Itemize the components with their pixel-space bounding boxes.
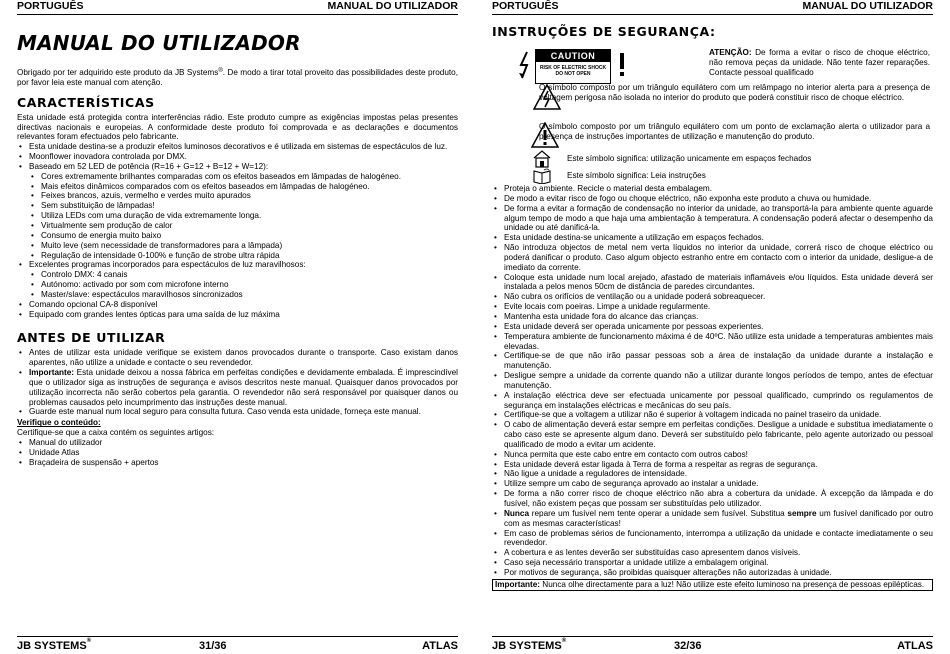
manual-title: MANUAL DO UTILIZADOR <box>17 31 301 55</box>
header-language: PORTUGUÊS <box>17 0 84 12</box>
list-item: • Equipado com grandes lentes ópticas para uma saída de luz máxima <box>17 310 458 320</box>
list-item: • Muito leve (sem necessidade de transformadores para a lâmpada) <box>17 241 458 251</box>
important-box <box>492 579 933 591</box>
list-item: • Controlo DMX: 4 canais <box>17 270 458 280</box>
led-sublist <box>17 172 458 261</box>
list-item: • Consumo de energia muito baixo <box>17 231 458 241</box>
caution-line-2: DO NOT OPEN <box>555 71 591 77</box>
list-item: • Nunca permita que este cabo entre em contacto com outros cabos! <box>492 450 933 460</box>
list-item: • Sem substituição de lâmpadas! <box>17 201 458 211</box>
lightning-symbol-text <box>539 83 930 103</box>
list-item: • Desligue sempre a unidade da corrente quando não a utilizar durante longos períodos de tempo, antes de efectuar manutenção. <box>492 371 933 391</box>
footer-product: ATLAS <box>897 640 933 652</box>
read-instructions-icon <box>533 168 551 184</box>
read-symbol-text: Este símbolo significa: Leia instruções <box>567 171 706 180</box>
caution-label <box>535 49 611 84</box>
footer-reg: ® <box>561 638 567 644</box>
list-item: • Baseado em 52 LED de potência (R=16 + G=12 + B=12 + W=12): <box>17 162 458 172</box>
list-item: • A instalação eléctrica deve ser efectuada unicamente por pessoal qualificado, cumprindo os regulamentos de segurança em instalações eléctricas e mecânicas do seu país. <box>492 391 933 411</box>
footer-reg: ® <box>86 638 92 644</box>
list-item: • Por motivos de segurança, são proibidas quaisquer alterações não autorizadas à unidade. <box>492 568 933 578</box>
page-number: 32/36 <box>674 640 702 652</box>
list-item: • Comando opcional CA-8 disponível <box>17 300 458 310</box>
list-item: • Coloque esta unidade num local arejado, afastado de materiais inflamáveis e/ou líquidos. Esta unidade deverá ser instalada a pelos menos 50cm de distância de paredes circundantes. <box>492 273 933 293</box>
footer-brand-text: JB SYSTEMS <box>17 640 87 652</box>
program-sublist <box>17 270 458 300</box>
fuse-always: sempre <box>787 508 817 518</box>
list-item: • Não ligue a unidade a reguladores de intensidade. <box>492 469 933 479</box>
contents-list <box>17 438 458 468</box>
footer-brand <box>17 638 91 654</box>
programs-list <box>17 260 458 270</box>
page-footer <box>492 636 933 654</box>
before-use-list <box>17 348 458 417</box>
features-paragraph: Esta unidade está protegida contra interferências rádio. Este produto cumpre as exigências impostas pelas presentes directivas nacionais e europeias. A conformidade deste produto foi comprovada e as declarações e documentos relevantes foram efectuados pelo fabricante. <box>17 112 458 142</box>
intro-reg: ® <box>218 68 223 74</box>
verify-paragraph: Certifique-se que a caixa contém os seguintes artigos: <box>17 428 215 438</box>
list-item: • Braçadeira de suspensão + apertos <box>17 458 458 468</box>
list-item: • Utiliza LEDs com uma duração de vida extremamente longa. <box>17 211 458 221</box>
page-number: 31/36 <box>199 640 227 652</box>
attention-body: De forma a evitar o risco de choque eléctrico, não remova peças da unidade. Não tente fazer reparações. Contacte pessoal qualificado <box>709 48 930 77</box>
footer-product: ATLAS <box>422 640 458 652</box>
list-item: • Mais efeitos dinâmicos comparados com os efeitos baseados em lâmpadas de halogéneo. <box>17 182 458 192</box>
safety-heading: INSTRUÇÕES DE SEGURANÇA: <box>492 24 716 39</box>
list-item: • Manual do utilizador <box>17 438 458 448</box>
important-text: Esta unidade deixou a nossa fábrica em perfeitas condições e devidamente embalada. É imprescindível que o utilizador siga as instruções de segurança e avisos descritos neste manual. Quaisquer danos provocados por utilização incorrecta não serão cobertos pela garantia. O revendedor não será responsável por quaisquer danos ou problemas causados pelo incumprimento das instruções deste manual. <box>29 368 458 407</box>
lightning-bolt-icon <box>517 50 533 80</box>
list-item: • Caso seja necessário transportar a unidade utilize a embalagem original. <box>492 558 933 568</box>
extra-list <box>17 300 458 320</box>
page-header <box>492 0 933 15</box>
important-label: Importante: <box>29 368 75 378</box>
list-item: • De modo a evitar risco de fogo ou choque eléctrico, não exponha este produto a chuva ou humidade. <box>492 194 933 204</box>
header-language: PORTUGUÊS <box>492 0 559 12</box>
list-item: • Autónomo: activado por som com microfone interno <box>17 280 458 290</box>
list-item <box>17 368 458 407</box>
intro-before: Obrigado por ter adquirido este produto da JB Systems <box>17 68 219 77</box>
header-title: MANUAL DO UTILIZADOR <box>802 0 933 12</box>
header-title: MANUAL DO UTILIZADOR <box>327 0 458 12</box>
list-item: • Proteja o ambiente. Recicle o material desta embalagem. <box>492 184 933 194</box>
safety-list-wrap <box>492 184 933 591</box>
intro-after: . De modo a tirar total proveito das possibilidades deste produto, por favor leia este manual com atenção. <box>17 68 458 87</box>
exclamation-icon <box>614 50 630 80</box>
list-item: • De forma a não correr risco de choque eléctrico não abra a cobertura da unidade. À excepção da lâmpada e do fusível, não existem peças que possam ser substituídas pelo utilizador. <box>492 489 933 509</box>
list-item: • Feixes brancos, azuis, vermelho e verdes muito apurados <box>17 191 458 201</box>
list-item: • Cores extremamente brilhantes comparadas com os efeitos baseados em lâmpadas de halogéneo. <box>17 172 458 182</box>
attention-label: ATENÇÃO: <box>709 48 752 57</box>
page-32 <box>475 0 950 654</box>
list-item <box>492 509 933 529</box>
important-label: Importante: <box>495 579 541 589</box>
important-text: Nunca olhe directamente para a luz! Não utilize este efeito luminoso na presença de pessoas epilépticas. <box>540 579 925 589</box>
list-item: • Esta unidade destina-se unicamente a utilização em espaços fechados. <box>492 233 933 243</box>
list-item: • Evite locais com poeiras. Limpe a unidade regularmente. <box>492 302 933 312</box>
verify-heading: Verifique o conteúdo: <box>17 418 101 428</box>
list-item: • Mantenha esta unidade fora do alcance das crianças. <box>492 312 933 322</box>
list-item: • A cobertura e as lentes deverão ser substituídas caso apresentem danos visíveis. <box>492 548 933 558</box>
caution-title: CAUTION <box>536 50 610 62</box>
list-item: • Guarde este manual num local seguro para consulta futura. Caso venda esta unidade, forneça este manual. <box>17 407 458 417</box>
list-item: • Temperatura ambiente de funcionamento máxima é de 40ºC. Não utilize esta unidade a temperaturas ambientes mais elevadas. <box>492 332 933 352</box>
list-item: • Esta unidade destina-se a produzir efeitos luminosos decorativos e é utilizada em sistemas de espectáculos de luz. <box>17 142 458 152</box>
safety-list <box>492 184 933 578</box>
page-footer <box>17 636 458 654</box>
footer-brand-text: JB SYSTEMS <box>492 640 562 652</box>
features-list <box>17 142 458 172</box>
list-item: • Regulação de intensidade 0-100% e função de strobe ultra rápida <box>17 251 458 261</box>
lightning-symbol-desc: O símbolo composto por um triângulo equilátero com um relâmpago no interior alerta para a presença de voltagem perigosa não isolada no interior do produto que poderá constituir risco de choque eléctrico. <box>539 83 930 102</box>
caution-line-1: RISK OF ELECTRIC SHOCK <box>539 65 607 71</box>
footer-brand <box>492 638 566 654</box>
fuse-text-2: um fusível danificado por outro com as mesmas características! <box>504 508 933 528</box>
list-item: • Esta unidade deverá ser operada unicamente por pessoas experientes. <box>492 322 933 332</box>
list-item: • Em caso de problemas sérios de funcionamento, interrompa a utilização da unidade e contacte imediatamente o seu revendedor. <box>492 529 933 549</box>
features-heading: CARACTERÍSTICAS <box>17 94 155 110</box>
list-item: • Utilize sempre um cabo de segurança aprovado ao instalar a unidade. <box>492 479 933 489</box>
indoor-house-icon <box>533 150 551 168</box>
list-item: • Antes de utilizar esta unidade verifique se existem danos provocados durante o transporte. Caso existam danos aparentes, não utilize a unidade e contacte o seu revendedor. <box>17 348 458 368</box>
fuse-never: Nunca <box>504 508 530 518</box>
list-item: • Virtualmente sem produção de calor <box>17 221 458 231</box>
list-item: • Não introduza objectos de metal nem verta líquidos no interior da unidade, correrá risco de choque eléctrico ou poderá danificar o produto. Caso algum objecto estranho entre em contacto com o interior da unidade, desligue-a de imediato da corrente. <box>492 243 933 273</box>
list-item: • Moonflower inovadora controlada por DMX. <box>17 152 458 162</box>
page-body <box>17 16 458 468</box>
list-item: • Unidade Atlas <box>17 448 458 458</box>
indoor-symbol-text: Este símbolo significa: utilização unicamente em espaços fechados <box>567 154 812 163</box>
intro-paragraph <box>17 68 458 88</box>
caution-warning <box>536 62 610 77</box>
list-item: • Master/slave: espectáculos maravilhosos sincronizados <box>17 290 458 300</box>
list-item: • Esta unidade deverá estar ligada à Terra de forma a respeitar as regras de segurança. <box>492 460 933 470</box>
list-item: • Certifique-se que a voltagem a utilizar não é superior à voltagem indicada no painel traseiro da unidade. <box>492 410 933 420</box>
attention-text <box>709 48 930 78</box>
safety-heading-wrap <box>492 25 716 39</box>
list-item: • O cabo de alimentação deverá estar sempre em perfeitas condições. Desligue a unidade e substitua imediatamente o cabo caso este se apresente algum dano. Deverá ser substituído pelo fabricante, pelo agente autorizado ou pessoal qualificado de modo a evitar um acidente. <box>492 420 933 450</box>
exclamation-symbol-text: O símbolo composto por um triângulo equilátero com um ponto de exclamação alerta o utilizador para a presença de instruções importantes de utilização e manutenção do produto. <box>539 122 930 141</box>
list-item: • Certifique-se de que não irão passar pessoas sob a área de instalação da unidade durante a instalação e manutenção. <box>492 351 933 371</box>
page-header <box>17 0 458 15</box>
list-item: • Não cubra os orifícios de ventilação ou a unidade poderá sobreaquecer. <box>492 292 933 302</box>
list-item: • Excelentes programas incorporados para espectáculos de luz maravilhosos: <box>17 260 458 270</box>
fuse-text-1: repare um fusível nem tente operar a unidade sem fusível. Substitua <box>529 508 788 518</box>
before-use-heading: ANTES DE UTILIZAR <box>17 330 166 346</box>
list-item: • De forma a evitar a formação de condensação no interior da unidade, ao transportá-la para ambiente quente aguarde algum tempo de modo a que haja uma ambientação à temperatura. A condensação poderá afectar o desempenho da unidade ou até danificá-la. <box>492 204 933 234</box>
